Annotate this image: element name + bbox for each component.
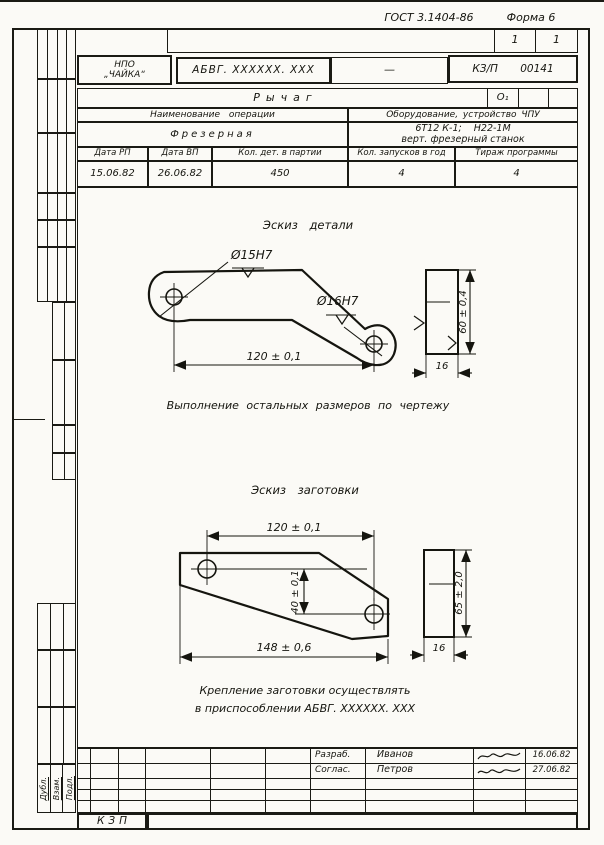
margin-edge-line bbox=[75, 480, 76, 603]
operation-number-cell: О₁ bbox=[487, 89, 518, 107]
margin-grid-section bbox=[37, 247, 76, 302]
value-program-copies: 4 bbox=[455, 161, 578, 187]
blank-note-line1: Крепление заготовки осуществлять bbox=[198, 683, 411, 697]
margin-label-dubl: Дубл. bbox=[39, 776, 49, 801]
part-name-row bbox=[77, 88, 578, 108]
margin-grid-section bbox=[52, 425, 76, 453]
margin-grid-section bbox=[37, 603, 76, 650]
surface-finish-icon bbox=[242, 268, 254, 277]
col-header-date-rp: Дата РП bbox=[77, 147, 148, 161]
value-launches: 4 bbox=[348, 161, 455, 187]
hole-distance-dim: 120 ± 0,1 bbox=[266, 520, 321, 534]
org-name-box bbox=[77, 55, 172, 85]
blank-note-line2: в приспособлении АБВГ. XXXXXX. XXX bbox=[194, 701, 415, 715]
doc-code-box: АБВГ. XXXXXX. XXX bbox=[176, 57, 331, 84]
operation-name-header: Наименование операции bbox=[77, 108, 348, 122]
signature-scribble bbox=[473, 763, 525, 778]
margin-grid-section bbox=[37, 650, 76, 707]
doc-number-box bbox=[448, 55, 578, 83]
detail-note: Выполнение остальных размеров по чертежу bbox=[166, 398, 449, 412]
part-name-cell: Рычаг bbox=[253, 90, 318, 104]
hole-right-dim: Ø16Н7 bbox=[316, 293, 358, 308]
date-cell: 27.06.82 bbox=[532, 764, 571, 775]
blank-height-dim: 65 ± 2,0 bbox=[453, 570, 465, 615]
thickness-dim: 16 bbox=[435, 360, 448, 372]
blank-outline bbox=[180, 553, 388, 639]
equipment-header: Оборудование, устройство ЧПУ bbox=[348, 108, 578, 122]
sketches-canvas bbox=[79, 189, 577, 747]
margin-grid-section bbox=[37, 79, 76, 133]
col-header-batch-qty: Кол. дет. в партии bbox=[212, 147, 348, 161]
value-date-rp: 15.06.82 bbox=[77, 161, 148, 187]
blank-side-view bbox=[424, 550, 454, 637]
doc-type: КЗ/П bbox=[472, 62, 498, 75]
sketch-area bbox=[77, 187, 578, 748]
top-rule bbox=[0, 0, 604, 2]
empty-cell bbox=[548, 89, 577, 107]
equipment-line1: 6Т12 К-1; Н22-1М bbox=[415, 122, 511, 134]
height-dim: 60 ± 0,4 bbox=[457, 289, 469, 334]
form-number-label: Форма 6 bbox=[506, 10, 556, 24]
margin-grid-section bbox=[37, 220, 76, 247]
document-code-footer: КЗП bbox=[77, 813, 147, 830]
sheet-total-cell: 1 bbox=[494, 29, 535, 52]
surface-finish-icon bbox=[336, 315, 348, 324]
sheet-number-cell: 1 bbox=[535, 29, 577, 52]
blank-sketch-title: Эскиз заготовки bbox=[250, 482, 359, 497]
margin-grid-section bbox=[37, 193, 76, 220]
hole-offset-dim: 40 ± 0,1 bbox=[289, 569, 301, 614]
margin-grid-section bbox=[52, 360, 76, 425]
margin-label-vzam: Взам. bbox=[52, 776, 61, 801]
margin-grid-section bbox=[52, 453, 76, 480]
equipment-line2: верт. фрезерный станок bbox=[401, 133, 525, 145]
blank-length-dim: 148 ± 0,6 bbox=[256, 640, 311, 654]
dash-cell: — bbox=[331, 57, 448, 84]
margin-grid-section bbox=[52, 302, 76, 360]
org-line1: НПО bbox=[114, 59, 135, 70]
leader-line bbox=[344, 327, 382, 356]
date-cell: 16.06.82 bbox=[532, 749, 571, 760]
name-cell: Петров bbox=[377, 764, 413, 776]
detail-side-view bbox=[426, 270, 458, 354]
role-cell: Разраб. bbox=[315, 750, 351, 761]
length-dim: 120 ± 0,1 bbox=[246, 349, 301, 363]
margin-grid-section bbox=[37, 28, 76, 79]
operation-name-cell: Фрезерная bbox=[77, 122, 348, 147]
detail-sketch-title: Эскиз детали bbox=[262, 217, 353, 232]
footer-empty-box bbox=[147, 813, 578, 830]
col-header-program-copies: Тираж программы bbox=[455, 147, 578, 161]
surface-finish-icon bbox=[448, 336, 456, 350]
col-header-date-vp: Дата ВП bbox=[148, 147, 212, 161]
gost-standard-label: ГОСТ 3.1404-86 bbox=[384, 10, 474, 24]
value-date-vp: 26.06.82 bbox=[148, 161, 212, 187]
role-cell: Соглас. bbox=[315, 765, 351, 776]
col-header-launches: Кол. запусков в год bbox=[348, 147, 455, 161]
empty-cell bbox=[518, 89, 549, 107]
margin-label-podl: Подл. bbox=[64, 776, 74, 801]
margin-grid-section bbox=[37, 707, 76, 764]
signature-scribble bbox=[473, 748, 525, 763]
surface-finish-icon bbox=[414, 316, 424, 330]
leader-line bbox=[159, 262, 228, 317]
blank-thickness-dim: 16 bbox=[432, 642, 445, 654]
equipment-cell bbox=[348, 122, 578, 147]
hole-left-dim: Ø15Н7 bbox=[230, 247, 272, 262]
name-cell: Иванов bbox=[377, 749, 414, 761]
doc-number: 00141 bbox=[520, 62, 554, 75]
sheet-count-row bbox=[167, 28, 578, 53]
value-batch-qty: 450 bbox=[212, 161, 348, 187]
fold-mark bbox=[12, 419, 45, 420]
org-line2: „ЧАЙКА“ bbox=[104, 70, 145, 80]
margin-label-section bbox=[37, 764, 76, 813]
margin-grid-section bbox=[37, 133, 76, 193]
